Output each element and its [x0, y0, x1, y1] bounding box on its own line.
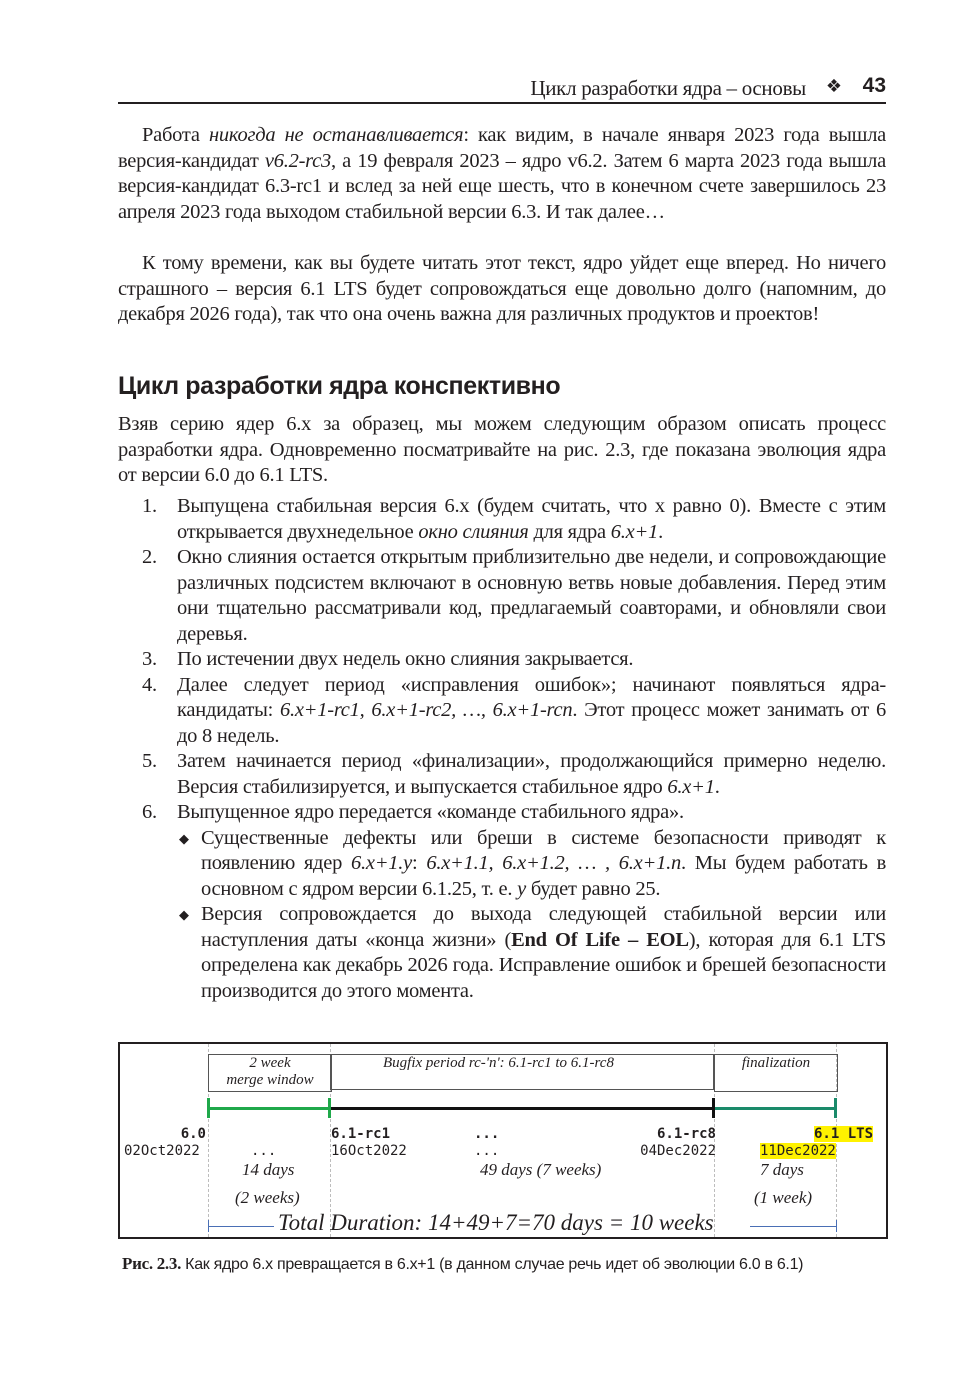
diamond-bullet-icon: ◆: [179, 907, 189, 922]
diamond-bullet-icon: ◆: [179, 830, 189, 846]
total-line-cap: [208, 1220, 209, 1232]
running-head: [118, 74, 886, 104]
list-item: [118, 800, 886, 1004]
duration-label: 49 days (7 weeks): [480, 1160, 602, 1179]
duration-label: (1 week): [754, 1188, 813, 1207]
text: Затем начинается период «финализации», продолжающийся примерно неделю. Версия стабилизируется, и выпускается стабильное ядро: [177, 750, 886, 798]
milestone-date: 16Oct2022: [331, 1143, 407, 1159]
bullet-item: [177, 902, 886, 1004]
ellipsis: ...: [474, 1143, 500, 1159]
text: :: [412, 852, 427, 874]
release-version-highlight: 6.1 LTS: [814, 1126, 874, 1142]
tick: [834, 1098, 837, 1118]
total-line-left: [208, 1226, 274, 1227]
milestone-version: 6.0: [180, 1126, 206, 1142]
ellipsis: ...: [251, 1143, 277, 1159]
duration-label: 7 days: [760, 1160, 804, 1179]
merge-window-box: [208, 1054, 332, 1092]
emphasis: окно слияния: [418, 520, 529, 543]
caption-label: Рис. 2.3.: [122, 1254, 182, 1273]
ornament-icon: ❖: [825, 76, 842, 97]
bugfix-line: [331, 1107, 714, 1110]
text: Работа: [142, 124, 209, 146]
list-number: 2.: [142, 546, 157, 568]
figure-caption: [122, 1254, 803, 1274]
list-number: 5.: [142, 750, 157, 772]
text: Окно слияния остается открытым приблизительно две недели, и сопровождающие различных подсистем включают в основную ветвь новые добавления. Перед этим они тщательно рассматривали код, предлагаемый соавторами, и обновляли свои деревья.: [177, 546, 886, 645]
text: Существенные дефекты или бреши в системе безопасности приводят к появлению ядер: [201, 826, 886, 874]
release-date-highlight: 11Dec2022: [760, 1143, 836, 1159]
section-heading: Цикл разработки ядра конспективно: [118, 372, 561, 400]
paragraph-2: К тому времени, как вы будете читать этот текст, ядро уйдет еще вперед. Но ничего страшного – версия 6.1 LTS будет сопровождаться еще довольно долго (напомним, до декабря 2026 года), так что она очень важна для различных продуктов и проектов!: [118, 252, 886, 325]
bugfix-period-box: [330, 1054, 714, 1090]
milestone-date: 02Oct2022: [124, 1143, 200, 1159]
text: Далее следует период «исправления ошибок»; начинают появляться ядра-кандидаты:: [177, 673, 886, 721]
list-number: 3.: [142, 648, 157, 670]
timeline-figure: [118, 1042, 888, 1239]
duration-label: 14 days: [242, 1160, 295, 1179]
list-item: [118, 545, 886, 647]
sub-bullet-list: [177, 826, 886, 1005]
text: для ядра: [528, 520, 611, 543]
milestone-date: 04Dec2022: [640, 1143, 716, 1159]
caption-text: Как ядро 6.x превращается в 6.x+1 (в данном случае речь идет об эволюции 6.0 в 6.1): [181, 1256, 804, 1273]
list-number: 4.: [142, 673, 157, 696]
emphasis: 6.x+1: [610, 520, 659, 543]
emphasis: 6.x+1.y: [350, 852, 412, 874]
merge-window-line: [208, 1107, 330, 1110]
finalization-box: [714, 1054, 838, 1092]
list-number: 6.: [142, 801, 157, 823]
phase-label: merge window: [226, 1072, 314, 1088]
text: , а 19 февраля 2023 – ядро v6.2. Затем 6 марта 2023 года вышла версия-кандидат 6.3-rc1 и вслед за ней еще шесть, что в конечном счете завершилось 23 апреля 2023 года выходом стабильной версии 6.3. И так далее…: [118, 149, 887, 223]
text: Выпущена стабильная версия 6.x (будем считать, что x равно 0). Вместе с этим открывается двухнедельное: [177, 495, 886, 543]
list-item: [118, 749, 886, 800]
text: : как видим, в начале января 2023 года вышла версия-кандидат: [118, 124, 887, 172]
emphasis: y: [517, 877, 526, 900]
text: Версия сопровождается до выхода следующей стабильной версии или наступления даты «конца жизни» (: [201, 903, 886, 951]
phase-label: 2 week: [249, 1055, 291, 1071]
list-number: 1.: [142, 495, 157, 517]
emphasis: v6.2-rc3: [264, 149, 331, 172]
steps-list: [118, 494, 886, 1004]
text: По истечении двух недель окно слияния закрывается.: [177, 648, 634, 670]
text: . Мы будем работать в основном с ядром версии 6.1.25, т. е.: [201, 852, 886, 900]
milestone-version: 6.1-rc8: [656, 1126, 716, 1142]
bold-term: End Of Life – EOL: [511, 928, 689, 951]
emphasis: никогда не останавливается: [208, 124, 464, 146]
text: ), которая для 6.1 LTS определена как декабрь 2026 года. Исправление ошибок и брешей безопасности производится до этого момента.: [201, 928, 886, 1002]
phase-label: Bugfix period rc-'n': 6.1-rc1 to 6.1-rc8: [383, 1055, 614, 1071]
text: .: [714, 775, 720, 798]
page-number: 43: [862, 74, 886, 97]
text: будет равно 25.: [525, 877, 661, 900]
emphasis: 6.x+1: [667, 775, 715, 798]
emphasis: 6.x+1.1, 6.x+1.2, … , 6.x+1.n: [426, 852, 681, 874]
phase-label: finalization: [741, 1055, 811, 1071]
list-item: [118, 673, 886, 750]
milestone-version: 6.1-rc1: [331, 1126, 391, 1142]
finalization-line: [715, 1107, 836, 1110]
text: .: [658, 520, 663, 543]
running-head-title: Цикл разработки ядра – основы: [530, 76, 806, 100]
text: . Этот процесс может занимать от 6 до 8 недель.: [177, 699, 887, 747]
tick: [207, 1098, 210, 1118]
paragraph-1: [118, 123, 886, 225]
total-line-cap: [836, 1220, 837, 1232]
total-line-right: [750, 1226, 836, 1227]
duration-label: (2 weeks): [235, 1188, 300, 1207]
list-item: [118, 494, 886, 545]
emphasis: 6.x+1-rc1, 6.x+1-rc2, …, 6.x+1-rcn: [279, 699, 573, 721]
ellipsis: ...: [474, 1126, 500, 1142]
list-item: [118, 647, 886, 673]
total-duration: Total Duration: 14+49+7=70 days = 10 weeks: [278, 1210, 714, 1235]
text: Выпущенное ядро передается «команде стабильного ядра».: [177, 801, 684, 823]
bullet-item: [177, 826, 886, 903]
paragraph-3: Взяв серию ядер 6.x за образец, мы можем следующим образом описать процесс разработки ядра. Одновременно посматривайте на рис. 2.3, где показана эволюция ядра от версии 6.0 до 6.1 LTS.: [118, 413, 886, 486]
